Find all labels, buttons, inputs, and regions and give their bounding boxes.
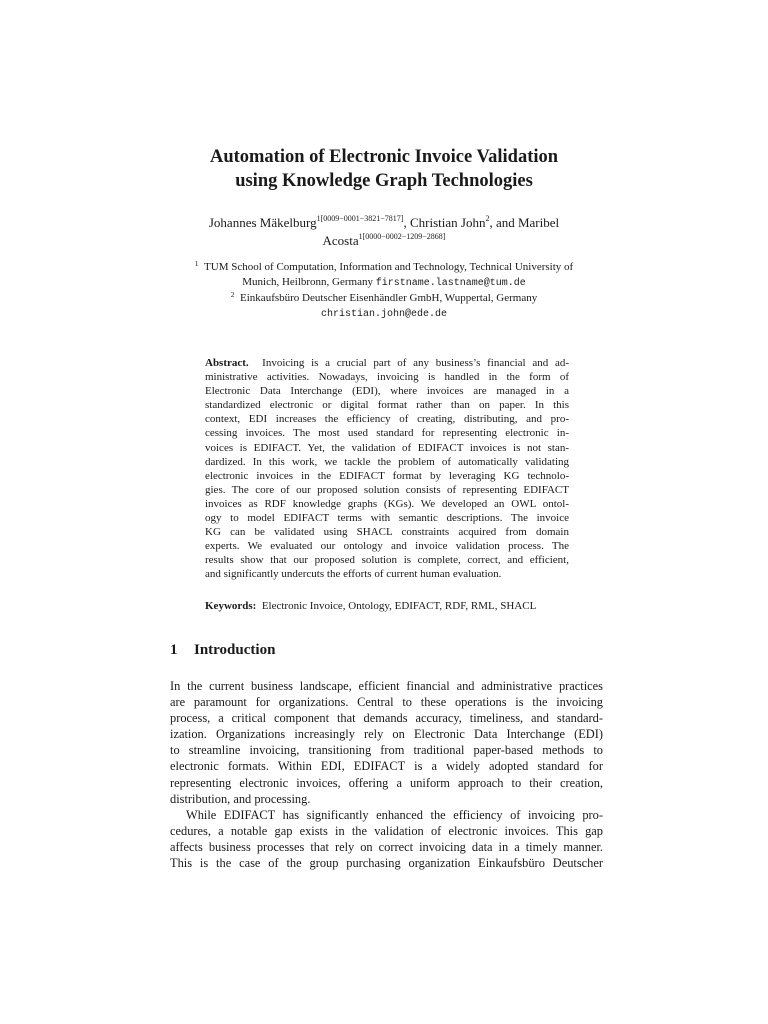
author-orcid: 1[0009−0001−3821−7817] xyxy=(316,214,404,223)
abstract-line: electronic invoices in the EDIFACT format by leveraging KG technolo- xyxy=(205,469,569,482)
affiliations xyxy=(0,260,768,322)
section-number: 1 xyxy=(170,642,178,658)
abstract-line: results show that our proposed solution is complete, correct, and efficient, xyxy=(205,554,569,567)
abstract-line: KG can be validated using SHACL constraints acquired from domain xyxy=(205,526,569,539)
abstract-line: Electronic Data Interchange (EDI), where invoices are managed in a xyxy=(205,385,569,398)
abstract-line: ogy to model EDIFACT terms with semantic descriptions. The invoice xyxy=(205,512,569,525)
body-line: are paramount for organizations. Central to these operations is the invoicing xyxy=(170,695,603,710)
abstract-line: context, EDI increases the efficiency of creating, distributing, and pro- xyxy=(205,413,569,426)
body-line: In the current business landscape, efficient financial and administrative practices xyxy=(170,679,603,693)
abstract-line: cessing invoices. The most used standard for representing electronic in- xyxy=(205,427,569,440)
email-link[interactable]: christian.john@ede.de xyxy=(320,309,448,320)
abstract-line: standardized electronic or digital format rather than on paper. In this xyxy=(205,399,569,412)
affiliation-1-line-1: $^1$ TUM School of Computation, Information and Technology, Technical University of xyxy=(194,259,574,273)
abstract-line: and significantly undercuts the efforts of current human evaluation. xyxy=(205,568,502,581)
body-line: While EDIFACT has significantly enhanced the efficiency of invoicing pro- xyxy=(186,807,603,822)
body-line: distribution, and processing. xyxy=(170,791,311,806)
title-line-1: Automation of Electronic Invoice Validation xyxy=(209,147,559,167)
keywords-text: Electronic Invoice, Ontology, EDIFACT, RDF, RML, SHACL xyxy=(261,600,537,612)
body-line: ization. Organizations increasingly rely on Electronic Data Interchange (EDI) xyxy=(170,727,603,742)
body-line: to streamline invoicing, transitioning from traditional paper-based methods to xyxy=(170,743,603,758)
body-line: cedures, a notable gap exists in the validation of electronic invoices. This gap xyxy=(170,823,603,838)
abstract-line: dardized. In this work, we tackle the problem of automatically validating xyxy=(205,455,569,468)
body-line: representing electronic invoices, offering a uniform approach to their creation, xyxy=(170,775,603,790)
author-line-1 xyxy=(0,214,768,232)
abstract-line: gies. The core of our proposed solution consists of representing EDIFACT xyxy=(205,483,569,496)
body-line: affects business processes that rely on correct invoicing data in a timely manner. xyxy=(170,839,603,854)
abstract-line: invoices as RDF knowledge graphs (KGs). We developed an OWL ontol- xyxy=(205,497,569,510)
keywords-label: Keywords: xyxy=(205,600,257,612)
author-affil-mark: 2 xyxy=(485,214,490,223)
abstract-line: voices is EDIFACT. Yet, the validation of EDIFACT invoices is not stan- xyxy=(205,441,569,454)
affiliation-mark: 1 xyxy=(194,259,199,268)
keywords xyxy=(205,599,569,613)
author-name: , Christian John xyxy=(403,215,486,230)
author-list xyxy=(0,214,768,250)
title-line-2: using Knowledge Graph Technologies xyxy=(235,171,533,191)
author-name: Johannes Mäkelburg xyxy=(208,215,317,230)
body-text xyxy=(170,678,603,871)
affiliation-1-line-2: Munich, Heilbronn, Germany firstname.lastname@tum.de xyxy=(242,276,526,289)
author-orcid: 1[0000−0002−1209−2868] xyxy=(358,232,446,241)
author-name: , and Maribel xyxy=(489,215,560,230)
abstract-line: ministrative activities. Nowadays, invoicing is handled in the form of xyxy=(205,371,569,384)
author-line-2 xyxy=(0,232,768,250)
affiliation-mark: 2 xyxy=(230,290,235,299)
section-heading xyxy=(170,640,275,660)
section-title: Introduction xyxy=(194,642,276,658)
abstract xyxy=(205,356,569,582)
abstract-label: Abstract. xyxy=(205,357,249,369)
abstract-line: experts. We evaluated our ontology and invoice validation process. The xyxy=(205,540,569,553)
body-line: This is the case of the group purchasing organization Einkaufsbüro Deutscher xyxy=(170,856,603,871)
paper-title xyxy=(0,145,768,193)
affiliation-2-line-2 xyxy=(0,306,768,322)
abstract-line: Abstract. Invoicing is a crucial part of any business’s financial and ad- xyxy=(205,357,569,369)
body-line: process, a critical component that demands accuracy, timeliness, and standard- xyxy=(170,711,603,726)
affiliation-2-line-1: $^2$ Einkaufsbüro Deutscher Eisenhändler GmbH, Wuppertal, Germany xyxy=(230,290,538,304)
body-line: electronic formats. Within EDI, EDIFACT is a widely adopted standard for xyxy=(170,759,603,774)
author-name: Acosta xyxy=(322,233,359,248)
email-link[interactable]: firstname.lastname@tum.de xyxy=(375,278,526,289)
